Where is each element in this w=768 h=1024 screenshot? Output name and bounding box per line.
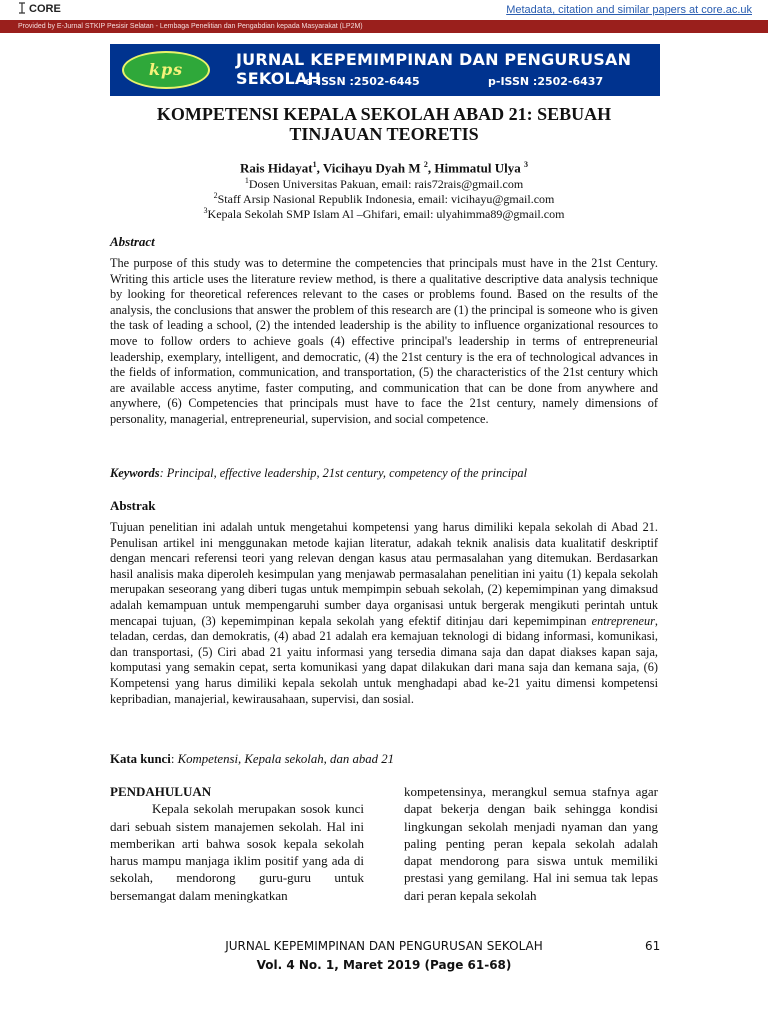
affiliation-text: Kepala Sekolah SMP Islam Al –Ghifari, email: ulyahimma89@gmail.com (207, 207, 565, 221)
author-name: Vicihayu Dyah M (322, 160, 424, 176)
abstract-heading: Abstract (110, 234, 155, 249)
footer-volume: Vol. 4 No. 1, Maret 2019 (Page 61-68) (256, 958, 512, 972)
intro-right-paragraph: kompetensinya, merangkul semua stafnya agar dapat bekerja dengan baik sehingga kondisi lingkungan sekolah menjadi nyaman dan yang paling penting peran kepala sekolah adalah dapat mendorong para siswa untuk memiliki prestasi yang gemilang. Hal ini semua tak lepas dari peran kepala sekolah (404, 784, 658, 903)
provided-by-text: Provided by E-Jurnal STKIP Pesisir Selatan - Lembaga Penelitian dan Pengabdian kepada Masyarakat (LP2M) (18, 23, 363, 30)
affiliation-1 (100, 176, 668, 192)
affiliation-sup: 1 (244, 176, 249, 185)
core-metadata-link[interactable]: Metadata, citation and similar papers at core.ac.uk (506, 4, 752, 16)
article-title-line-1: KOMPETENSI KEPALA SEKOLAH ABAD 21: SEBUAH (156, 104, 612, 124)
core-logo-text: CORE (29, 3, 61, 15)
author-sup: 1 (312, 160, 317, 169)
abstrak-body-italic: entrepreneur (591, 613, 655, 628)
affiliation-text: Staff Arsip Nasional Republik Indonesia, email: vicihayu@gmail.com (217, 192, 555, 206)
kata-kunci-label: Kata kunci (110, 752, 171, 766)
journal-logo-text: kps (148, 60, 184, 79)
keywords-line (110, 466, 658, 481)
abstrak-body (110, 520, 658, 707)
core-header-bar (0, 0, 768, 20)
banner-p-issn: p-ISSN :2502-6437 (488, 75, 604, 88)
core-logo-icon (18, 2, 26, 14)
author-sup: 2 (423, 160, 428, 169)
abstract-body: The purpose of this study was to determine the competencies that principals must have in the 21st Century. Writing this article uses the literature review method, is there a qualitative descriptive data analysis technique by looking for theoretical references relevant to the cases or problems found. Based on the results of the analysis, the conclusions that answer the problem of this research are (1) the principal is someone who is given the task of leading a school, (2) the intended leadership is the ability to influence organizational resources to move to follow orders to achieve goals (4) effective principal's leadership in terms of entrepreneurial leadership, exemplary, intelligent, and democratic, (4) the 21st century is the era of technological advances in the fields of information, communication, and transportation, (5) the characteristics of the 21st century which are available access anytime, faster computing, and communication that can be done from anywhere and anywhere, (6) Competencies that principals must have to face the 21st century, namely dimensions of personality, managerial, entrepreneurial, supervision, and social competence. (110, 256, 658, 426)
abstrak-body-part-2: , teladan, cerdas, dan demokratis, (4) abad 21 adalah era kemajuan teknologi di bidang informasi, komunikasi, dan transportasi, (5) Ciri abad 21 yaitu informasi yang tersedia dimana saja dan dapat diakses kapan saja, komputasi yang semakin cepat, serta komunikasi yang dapat dilakukan dari mana saja dan kemana saja, (6) Kompetensi yang harus dimiliki kepala sekolah untuk menghadapi abad ke-21 yaitu dimensi kompetensi kepribadian, manajerial, kewirausahaan, supervisi, dan sosial. (110, 613, 658, 706)
keywords-value: : Principal, effective leadership, 21st century, competency of the principal (159, 466, 528, 480)
affiliation-3 (100, 206, 668, 222)
article-title (100, 104, 668, 144)
banner-e-issn: e-ISSN :2502-6445 (305, 75, 420, 88)
journal-banner (110, 44, 660, 96)
intro-left-paragraph: Kepala sekolah merupakan sosok kunci dari sebuah sistem manajemen sekolah. Hal ini memberikan arti bahwa sosok kepala sekolah harus mampu manjaga iklim positif yang ada di sekolah, mendorong guru-guru untuk bersemangat dalam meningkatkan (110, 801, 364, 903)
affiliation-sup: 2 (213, 191, 218, 200)
kata-kunci-value: Kompetensi, Kepala sekolah, dan abad 21 (177, 752, 395, 766)
keywords-label: Keywords (110, 466, 160, 480)
abstrak-heading: Abstrak (110, 498, 156, 513)
intro-left-column (110, 783, 364, 904)
author-sep: , (316, 160, 323, 176)
author-name: Himmatul Ulya (434, 160, 524, 176)
affiliation-text: Dosen Universitas Pakuan, email: rais72rais@gmail.com (248, 177, 524, 191)
journal-logo (122, 51, 210, 89)
banner-journal-title: JURNAL KEPEMIMPINAN DAN PENGURUSAN SEKOLAH (236, 50, 632, 88)
kata-kunci-line: Kata kunci: Kompetensi, Kepala sekolah, dan abad 21 (110, 752, 395, 766)
author-list (100, 160, 668, 176)
page-number: 61 (645, 939, 661, 953)
intro-right-column (404, 783, 658, 904)
provided-by-bar (0, 20, 768, 33)
footer-journal-name: JURNAL KEPEMIMPINAN DAN PENGURUSAN SEKOLAH (225, 939, 543, 953)
abstrak-body-part-1: Tujuan penelitian ini adalah untuk mengetahui kompetensi yang harus dimiliki kepala sekolah di Abad 21. Penulisan artikel ini menggunakan metode kajian literatur, adakah teknik analisis data kualitatif deskriptif dengan mencari referensi teori yang relevan dengan kasus atau permasalahan yang ditemukan. Berdasarkan hasil analisis maka diperoleh kesimpulan yang menjawab permasalahan penelitian ini yaitu (1) kepala sekolah merupakan seseorang yang diberi tugas untuk mempimpin sebuah sekolah, (2) kepemimpinan yang dimaksud adalah kemampuan untuk mempengaruhi sumber daya organisasi untuk bergerak mengikuti perintah untuk mencapai tujuan, (3) kepemimpinan kepala sekolah yang efektif ditinjau dari kepemimpinan (110, 520, 658, 628)
intro-heading: PENDAHULUAN (110, 784, 212, 799)
article-title-line-2: TINJAUAN TEORETIS (289, 124, 479, 144)
author-name: Rais Hidayat (240, 160, 313, 176)
core-logo[interactable] (18, 2, 61, 15)
affiliation-2 (100, 191, 668, 207)
author-sup: 3 (523, 160, 528, 169)
affiliation-sup: 3 (203, 206, 208, 215)
author-sep: , (427, 160, 435, 176)
